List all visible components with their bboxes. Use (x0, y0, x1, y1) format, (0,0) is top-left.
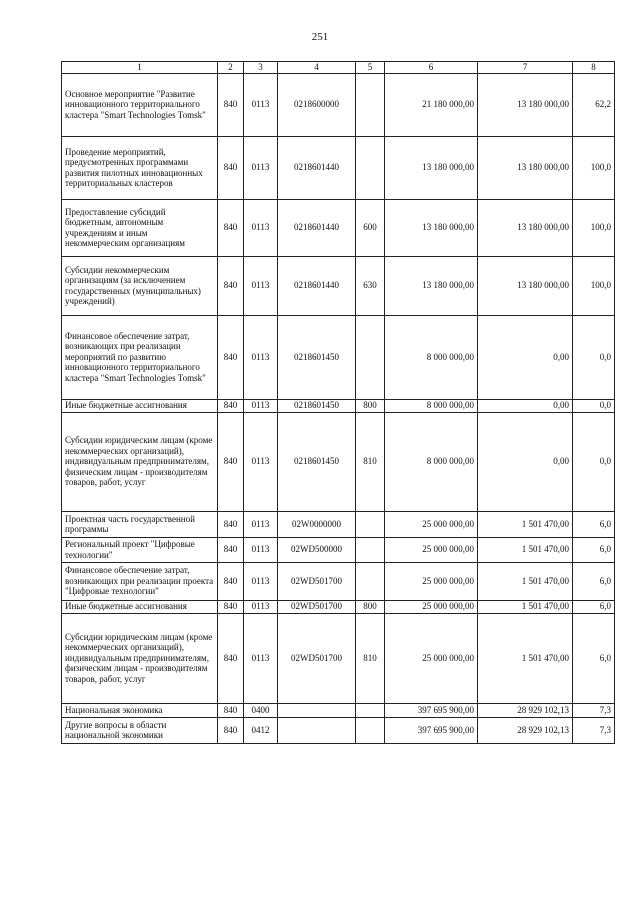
execution-percent: 6,0 (573, 600, 615, 613)
execution-percent: 100,0 (573, 256, 615, 315)
table-row (62, 600, 615, 613)
table-row (62, 717, 615, 743)
section-code: 0113 (244, 537, 278, 562)
section-code: 0113 (244, 256, 278, 315)
ministry-code: 840 (218, 73, 244, 136)
target-article-code: 0218601440 (278, 136, 356, 199)
actual-amount: 13 180 000,00 (478, 199, 573, 256)
table-row (62, 511, 615, 537)
ministry-code: 840 (218, 256, 244, 315)
target-article-code: 02WD501700 (278, 613, 356, 703)
section-code: 0113 (244, 399, 278, 412)
target-article-code: 0218601440 (278, 256, 356, 315)
execution-percent: 0,0 (573, 315, 615, 399)
budget-table (61, 61, 615, 744)
target-article-code: 02WD501700 (278, 600, 356, 613)
column-header: 7 (478, 62, 573, 74)
header-row (62, 62, 615, 74)
section-code: 0113 (244, 136, 278, 199)
target-article-code: 0218601450 (278, 315, 356, 399)
table-row (62, 315, 615, 399)
item-name: Субсидии юридическим лицам (кроме некоммерческих организаций), индивидуальным предпринимателям, физическим лицам - производителям товаров, работ, услуг (62, 613, 218, 703)
execution-percent: 7,3 (573, 703, 615, 717)
table-row (62, 613, 615, 703)
plan-amount: 25 000 000,00 (385, 562, 478, 600)
actual-amount: 28 929 102,13 (478, 717, 573, 743)
section-code: 0400 (244, 703, 278, 717)
section-code: 0113 (244, 73, 278, 136)
column-header: 2 (218, 62, 244, 74)
table-row (62, 199, 615, 256)
ministry-code: 840 (218, 199, 244, 256)
plan-amount: 25 000 000,00 (385, 537, 478, 562)
section-code: 0113 (244, 315, 278, 399)
column-header: 6 (385, 62, 478, 74)
expense-type-code: 800 (356, 399, 385, 412)
ministry-code: 840 (218, 399, 244, 412)
actual-amount: 1 501 470,00 (478, 537, 573, 562)
item-name: Предоставление субсидий бюджетным, автономным учреждениям и иным некоммерческим организациям (62, 199, 218, 256)
execution-percent: 6,0 (573, 613, 615, 703)
target-article-code: 02W0000000 (278, 511, 356, 537)
actual-amount: 1 501 470,00 (478, 600, 573, 613)
item-name: Основное мероприятие "Развитие инновационного территориального кластера "Smart Technologies Tomsk" (62, 73, 218, 136)
actual-amount: 0,00 (478, 399, 573, 412)
plan-amount: 397 695 900,00 (385, 717, 478, 743)
execution-percent: 62,2 (573, 73, 615, 136)
ministry-code: 840 (218, 562, 244, 600)
column-header: 5 (356, 62, 385, 74)
plan-amount: 21 180 000,00 (385, 73, 478, 136)
expense-type-code: 810 (356, 613, 385, 703)
expense-type-code (356, 562, 385, 600)
section-code: 0113 (244, 199, 278, 256)
target-article-code: 0218601450 (278, 412, 356, 511)
section-code: 0113 (244, 562, 278, 600)
execution-percent: 6,0 (573, 537, 615, 562)
execution-percent: 6,0 (573, 562, 615, 600)
actual-amount: 28 929 102,13 (478, 703, 573, 717)
expense-type-code (356, 315, 385, 399)
column-header: 8 (573, 62, 615, 74)
table-row (62, 73, 615, 136)
table-row (62, 256, 615, 315)
target-article-code: 0218600000 (278, 73, 356, 136)
section-code: 0412 (244, 717, 278, 743)
expense-type-code: 600 (356, 199, 385, 256)
section-code: 0113 (244, 511, 278, 537)
plan-amount: 8 000 000,00 (385, 399, 478, 412)
plan-amount: 397 695 900,00 (385, 703, 478, 717)
column-header: 3 (244, 62, 278, 74)
plan-amount: 8 000 000,00 (385, 315, 478, 399)
ministry-code: 840 (218, 703, 244, 717)
item-name: Финансовое обеспечение затрат, возникающих при реализации мероприятий по развитию инновационного территориального кластера "Smart Technologies Tomsk" (62, 315, 218, 399)
section-code: 0113 (244, 613, 278, 703)
expense-type-code (356, 511, 385, 537)
table-row (62, 136, 615, 199)
table-row (62, 703, 615, 717)
item-name: Проведение мероприятий, предусмотренных программами развития пилотных инновационных территориальных кластеров (62, 136, 218, 199)
actual-amount: 1 501 470,00 (478, 511, 573, 537)
section-code: 0113 (244, 412, 278, 511)
actual-amount: 1 501 470,00 (478, 613, 573, 703)
expense-type-code (356, 703, 385, 717)
ministry-code: 840 (218, 537, 244, 562)
expense-type-code: 810 (356, 412, 385, 511)
actual-amount: 1 501 470,00 (478, 562, 573, 600)
column-header: 1 (62, 62, 218, 74)
ministry-code: 840 (218, 136, 244, 199)
item-name: Другие вопросы в области национальной экономики (62, 717, 218, 743)
item-name: Субсидии юридическим лицам (кроме некоммерческих организаций), индивидуальным предпринимателям, физическим лицам - производителям товаров, работ, услуг (62, 412, 218, 511)
execution-percent: 0,0 (573, 412, 615, 511)
execution-percent: 100,0 (573, 136, 615, 199)
table-row (62, 399, 615, 412)
item-name: Финансовое обеспечение затрат, возникающих при реализации проекта "Цифровые технологии" (62, 562, 218, 600)
plan-amount: 8 000 000,00 (385, 412, 478, 511)
item-name: Субсидии некоммерческим организациям (за исключением государственных (муниципальных) учреждений) (62, 256, 218, 315)
ministry-code: 840 (218, 412, 244, 511)
plan-amount: 13 180 000,00 (385, 256, 478, 315)
actual-amount: 0,00 (478, 412, 573, 511)
execution-percent: 7,3 (573, 717, 615, 743)
column-header: 4 (278, 62, 356, 74)
target-article-code: 0218601450 (278, 399, 356, 412)
plan-amount: 25 000 000,00 (385, 600, 478, 613)
expense-type-code: 800 (356, 600, 385, 613)
actual-amount: 13 180 000,00 (478, 256, 573, 315)
ministry-code: 840 (218, 511, 244, 537)
target-article-code: 02WD500000 (278, 537, 356, 562)
execution-percent: 0,0 (573, 399, 615, 412)
item-name: Иные бюджетные ассигнования (62, 399, 218, 412)
section-code: 0113 (244, 600, 278, 613)
actual-amount: 0,00 (478, 315, 573, 399)
target-article-code (278, 717, 356, 743)
ministry-code: 840 (218, 717, 244, 743)
ministry-code: 840 (218, 613, 244, 703)
expense-type-code: 630 (356, 256, 385, 315)
expense-type-code (356, 537, 385, 562)
target-article-code (278, 703, 356, 717)
table-row (62, 537, 615, 562)
table-row (62, 412, 615, 511)
item-name: Региональный проект "Цифровые технологии" (62, 537, 218, 562)
item-name: Проектная часть государственной программы (62, 511, 218, 537)
plan-amount: 13 180 000,00 (385, 199, 478, 256)
ministry-code: 840 (218, 600, 244, 613)
execution-percent: 100,0 (573, 199, 615, 256)
expense-type-code (356, 73, 385, 136)
item-name: Национальная экономика (62, 703, 218, 717)
page-number: 251 (311, 31, 329, 43)
execution-percent: 6,0 (573, 511, 615, 537)
plan-amount: 25 000 000,00 (385, 613, 478, 703)
item-name: Иные бюджетные ассигнования (62, 600, 218, 613)
target-article-code: 0218601440 (278, 199, 356, 256)
table-row (62, 562, 615, 600)
plan-amount: 25 000 000,00 (385, 511, 478, 537)
ministry-code: 840 (218, 315, 244, 399)
plan-amount: 13 180 000,00 (385, 136, 478, 199)
expense-type-code (356, 136, 385, 199)
expense-type-code (356, 717, 385, 743)
actual-amount: 13 180 000,00 (478, 136, 573, 199)
target-article-code: 02WD501700 (278, 562, 356, 600)
actual-amount: 13 180 000,00 (478, 73, 573, 136)
